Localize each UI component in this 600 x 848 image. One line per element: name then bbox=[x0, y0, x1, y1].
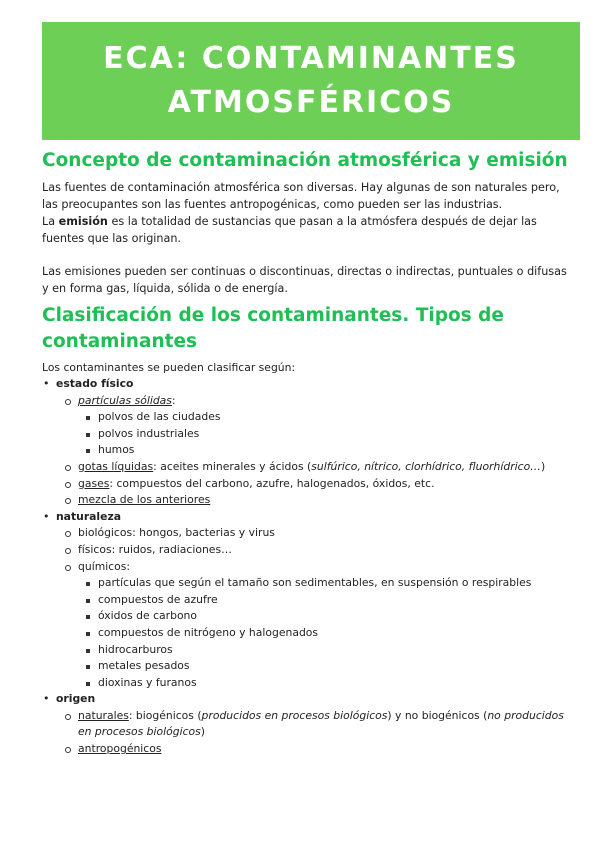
list-item: partículas que según el tamaño son sedimentables, en suspensión o respirables bbox=[78, 575, 572, 592]
paragraph-emision bbox=[42, 213, 572, 247]
list-item-gotas-liquidas: gotas líquidas: aceites minerales y ácidos (sulfúrico, nítrico, clorhídrico, fluorhídrico…) bbox=[56, 459, 572, 476]
list-item: metales pesados bbox=[78, 658, 572, 675]
emision-pre: La bbox=[42, 215, 59, 228]
list-item-gases: gases: compuestos del carbono, azufre, halogenados, óxidos, etc. bbox=[56, 476, 572, 493]
list-item-naturaleza bbox=[34, 509, 572, 692]
classification-intro: Los contaminantes se pueden clasificar según: bbox=[42, 361, 296, 374]
title-banner bbox=[42, 22, 580, 140]
list-item: compuestos de azufre bbox=[78, 592, 572, 609]
list-item-naturales: naturales: biogénicos (producidos en procesos biológicos) y no biogénicos (no producidos en procesos biológicos) bbox=[56, 708, 572, 741]
list-item: dioxinas y furanos bbox=[78, 675, 572, 692]
list-item: polvos de las ciudades bbox=[78, 409, 572, 426]
list-item: óxidos de carbono bbox=[78, 608, 572, 625]
paragraph-fuentes: Las fuentes de contaminación atmosférica son diversas. Hay algunas de son naturales pero, las preocupantes son las fuentes antropogénicas, como pueden ser las industrias. bbox=[42, 181, 560, 211]
list-item: compuestos de nitrógeno y halogenados bbox=[78, 625, 572, 642]
list-item-estado-fisico bbox=[34, 376, 572, 509]
list-item-antropogenicos: antropogénicos bbox=[56, 741, 572, 758]
classification-list bbox=[34, 376, 572, 758]
estado-fisico-label: estado físico bbox=[56, 377, 134, 390]
list-item-particulas-solidas: partículas sólidas: polvos de las ciudades polvos industriales humos bbox=[56, 393, 572, 459]
title-line-1: ECA: CONTAMINANTES bbox=[103, 41, 519, 76]
list-item-quimicos: químicos: partículas que según el tamaño son sedimentables, en suspensión o respirables compuestos de azufre óxidos de carbono compuestos de nitrógeno y halogenados hidrocarburos metales pesados dioxinas y furanos bbox=[56, 559, 572, 692]
list-item: humos bbox=[78, 442, 572, 459]
gotas-liquidas-label: gotas líquidas bbox=[78, 459, 154, 473]
document-body bbox=[42, 148, 572, 758]
list-item: hidrocarburos bbox=[78, 642, 572, 659]
section-heading-concepto: Concepto de contaminación atmosférica y emisión bbox=[42, 150, 568, 171]
emision-post: es la totalidad de sustancias que pasan a la atmósfera después de dejar las fuentes que las originan. bbox=[42, 215, 537, 245]
section-heading-clasificacion: Clasificación de los contaminantes. Tipos de contaminantes bbox=[42, 305, 504, 352]
emision-term: emisión bbox=[58, 215, 108, 228]
origen-label: origen bbox=[56, 692, 96, 706]
list-item: polvos industriales bbox=[78, 426, 572, 443]
list-item-origen bbox=[34, 691, 572, 757]
gases-label: gases bbox=[78, 476, 110, 490]
list-item-fisicos: físicos: ruidos, radiaciones… bbox=[56, 542, 572, 559]
list-item-biologicos: biológicos: hongos, bacterias y virus bbox=[56, 525, 572, 542]
paragraph-tipos-emisiones: Las emisiones pueden ser continuas o discontinuas, directas o indirectas, puntuales o difusas y en forma gas, líquida, sólida o de energía. bbox=[42, 265, 567, 295]
naturaleza-label: naturaleza bbox=[56, 509, 122, 523]
list-item-mezcla: mezcla de los anteriores bbox=[56, 492, 572, 509]
title-line-2: ATMOSFÉRICOS bbox=[167, 85, 455, 120]
particulas-solidas-label: partículas sólidas bbox=[78, 393, 172, 407]
